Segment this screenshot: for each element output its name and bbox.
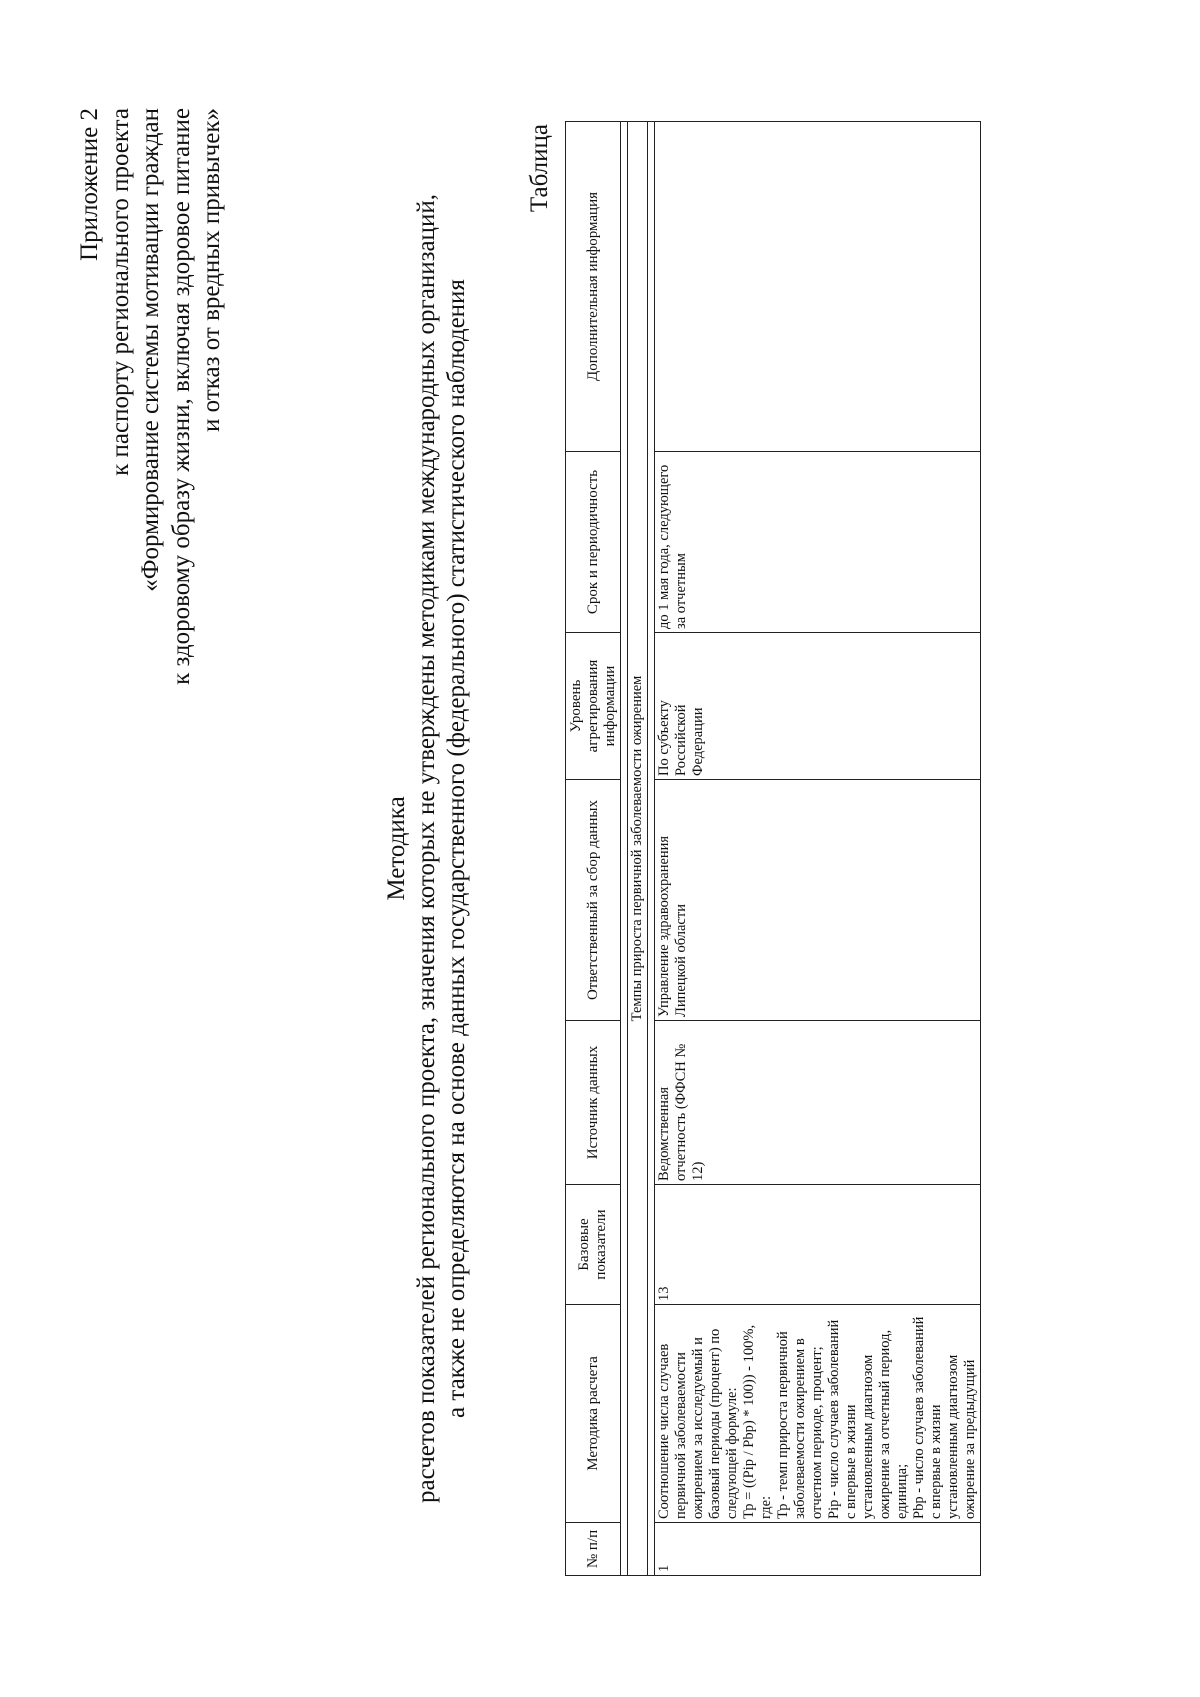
method-line: Pbp - число случаев заболеваний xyxy=(911,1316,927,1519)
method-line: с впервые в жизни xyxy=(928,1404,944,1519)
section-title: Темпы прироста первичной заболеваемости ожирением xyxy=(628,122,648,1576)
spacer-row xyxy=(621,122,628,1576)
header-num: № п/п xyxy=(566,1523,621,1576)
method-line: где: xyxy=(758,1495,774,1519)
header-source: Источник данных xyxy=(566,1021,621,1185)
method-line: базовый периоды (процент) по xyxy=(707,1328,723,1519)
header-method: Методика расчета xyxy=(566,1305,621,1523)
title-line: расчетов показателей регионального проекта, значения которых не утверждены методиками международных организаций, xyxy=(413,194,440,1503)
cell-source: Ведомственная отчетность (ФФСН № 12) xyxy=(655,1021,981,1185)
header-responsible: Ответственный за сбор данных xyxy=(566,780,621,1021)
title-line: а также не определяются на основе данных государственного (федерального) статистического наблюдения xyxy=(443,279,470,1418)
appendix-block xyxy=(75,108,228,1208)
table-caption: Таблица xyxy=(526,124,553,213)
section-row xyxy=(628,122,648,1576)
methodology-table xyxy=(565,121,981,1576)
header-term: Срок и периодичность xyxy=(566,452,621,633)
cell-responsible: Управление здравоохранения Липецкой области xyxy=(655,780,981,1021)
cell-term: до 1 мая года, следующего за отчетным xyxy=(655,452,981,633)
cell-num: 1 xyxy=(655,1523,981,1576)
method-line: первичной заболеваемости xyxy=(673,1352,689,1519)
appendix-line: «Формирование системы мотивации граждан xyxy=(137,108,164,592)
cell-base: 13 xyxy=(655,1185,981,1305)
method-line: ожирение за отчетный период, xyxy=(877,1329,893,1519)
method-line: Тр = ((Pip / Pbp) * 100)) - 100%, xyxy=(741,1324,757,1519)
method-line: установленным диагнозом xyxy=(945,1354,961,1519)
method-line: Тр - темп прироста первичной xyxy=(775,1331,791,1519)
title-heading: Методика xyxy=(383,796,410,901)
method-line: отчетном периоде, процент; xyxy=(809,1346,825,1519)
header-level: Уровень агрегирования информации xyxy=(566,633,621,780)
method-line: заболеваемости ожирением в xyxy=(792,1338,808,1519)
method-line: ожирение за предыдущий xyxy=(962,1359,978,1519)
appendix-line: Приложение 2 xyxy=(76,108,103,261)
method-line: единица; xyxy=(894,1463,910,1519)
appendix-line: к паспорту регионального проекта xyxy=(106,108,134,476)
method-line: с впервые в жизни xyxy=(843,1404,859,1519)
header-extra: Дополнительная информация xyxy=(566,122,621,452)
header-base: Базовые показатели xyxy=(566,1185,621,1305)
method-line: следующей формуле: xyxy=(724,1387,740,1519)
method-line: Соотношение числа случаев xyxy=(656,1343,672,1519)
table-row xyxy=(655,122,981,1576)
table-header-row xyxy=(566,122,621,1576)
cell-method xyxy=(655,1305,981,1523)
spacer-row xyxy=(648,122,655,1576)
method-line: ожирением за исследуемый и xyxy=(690,1337,706,1519)
method-line: установленным диагнозом xyxy=(860,1354,876,1519)
cell-extra xyxy=(655,122,981,452)
appendix-line: и отказ от вредных привычек» xyxy=(198,108,225,432)
method-line: Pip - число случаев заболеваний xyxy=(826,1319,842,1519)
cell-level: По субъекту Российской Федерации xyxy=(655,633,981,780)
appendix-line: к здоровому образу жизни, включая здоровое питание xyxy=(167,108,195,685)
document-title xyxy=(382,0,472,1697)
